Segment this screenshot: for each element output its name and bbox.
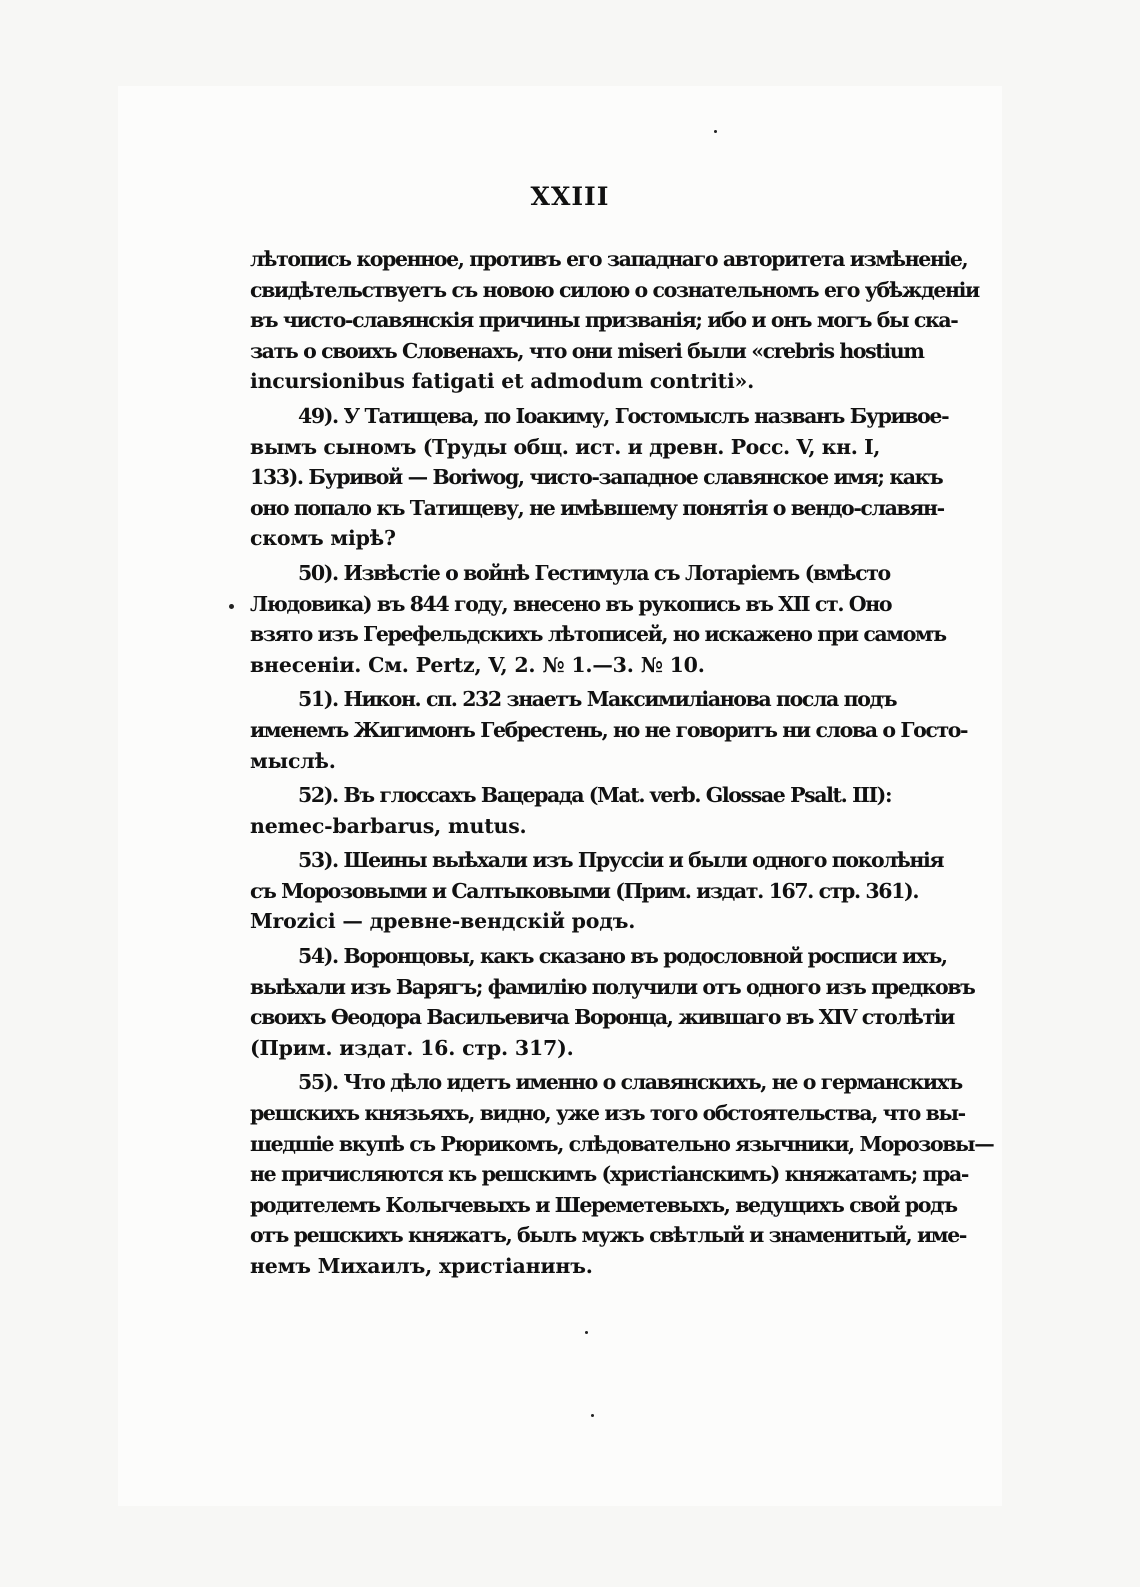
text-line: (Прим. издат. 16. стр. 317). xyxy=(250,1035,574,1060)
note-55 xyxy=(250,1067,994,1281)
text-line: свидѣтельствуетъ съ новою силою о сознательномъ его убѣжденіи xyxy=(250,277,979,302)
text-line: Mrozici — древне-вендскій родъ. xyxy=(250,909,636,934)
text-line: nemec-barbarus, mutus. xyxy=(250,813,527,838)
text-line: вымъ сыномъ (Труды общ. ист. и древн. Росс. V, кн. I, xyxy=(250,434,880,459)
text-line: 52). Въ глоссахъ Вацерада (Mat. verb. Glossae Psalt. III): xyxy=(298,783,892,808)
text-line: 133). Буривой — Boriwog, чисто-западное славянское имя; какъ xyxy=(250,465,943,490)
text-line: 49). У Татищева, по Іоакиму, Гостомыслъ названъ Буривое- xyxy=(298,403,949,428)
note-51 xyxy=(250,684,968,776)
text-line: решскихъ князьяхъ, видно, уже изъ того обстоятельства, что вы- xyxy=(250,1101,965,1126)
text-line: мыслѣ. xyxy=(250,748,336,773)
text-line: Людовика) въ 844 году, внесено въ рукопись въ XII ст. Оно xyxy=(250,591,892,616)
note-50 xyxy=(250,558,946,680)
text-line: родителемъ Колычевыхъ и Шереметевыхъ, ведущихъ свой родъ xyxy=(250,1192,957,1217)
text-line: внесеніи. См. Pertz, V, 2. № 1.—3. № 10. xyxy=(250,652,705,677)
paragraph xyxy=(250,244,979,397)
text-line: взято изъ Герефельдскихъ лѣтописей, но искажено при самомъ xyxy=(250,622,946,647)
scan-speck xyxy=(591,1414,594,1417)
text-line: отъ решскихъ княжатъ, былъ мужъ свѣтлый и знаменитый, име- xyxy=(250,1223,966,1248)
note-54 xyxy=(250,941,975,1063)
text-line: лѣтопись коренное, противъ его западнаго авторитета измѣненіе, xyxy=(250,247,968,271)
text-line: 50). Извѣстіе о войнѣ Гестимула съ Лотаріемъ (вмѣсто xyxy=(298,560,890,585)
text-line: 53). Шеины выѣхали изъ Пруссіи и были одного поколѣнія xyxy=(298,848,944,873)
scan-speck xyxy=(585,1331,588,1334)
text-line: именемъ Жигимонъ Гебрестень, но не говоритъ ни слова о Госто- xyxy=(250,717,968,742)
body-text xyxy=(250,240,994,1282)
text-line: зать о своихъ Словенахъ, что они miseri были «crebris hostium xyxy=(250,338,924,363)
text-line: въ чисто-славянскія причины призванія; ибо и онъ могъ бы ска- xyxy=(250,308,958,333)
text-line: своихъ Ѳеодора Васильевича Воронца, жившаго въ XIV столѣтіи xyxy=(250,1005,954,1030)
text-line: скомъ мірѣ? xyxy=(250,526,396,551)
note-49 xyxy=(250,401,949,554)
text-line: 51). Никон. сп. 232 знаетъ Максимиліанова посла подъ xyxy=(298,687,897,712)
text-line: не причисляются къ решскимъ (христіанскимъ) княжатамъ; пра- xyxy=(250,1162,969,1187)
scan-speck xyxy=(714,130,717,133)
text-line: 55). Что дѣло идетъ именно о славянскихъ, не о германскихъ xyxy=(298,1070,962,1095)
note-53 xyxy=(250,845,944,937)
text-line: съ Морозовыми и Салтыковыми (Прим. издат. 167. стр. 361). xyxy=(250,878,919,903)
text-line: incursionibus fatigati et admodum contriti». xyxy=(250,369,755,394)
text-line: шедшіе вкупѣ съ Рюрикомъ, слѣдовательно язычники, Морозовы— xyxy=(250,1131,994,1156)
note-52 xyxy=(250,780,892,841)
text-line: немъ Михаилъ, христіанинъ. xyxy=(250,1254,593,1278)
page-number: XXIII xyxy=(530,182,610,211)
text-line: оно попало къ Татищеву, не имѣвшему понятія о вендо-славян- xyxy=(250,495,944,520)
scan-speck xyxy=(229,604,234,609)
text-line: выѣхали изъ Варягъ; фамилію получили отъ одного изъ предковъ xyxy=(250,974,975,999)
text-line: 54). Воронцовы, какъ сказано въ родословной росписи ихъ, xyxy=(298,944,947,969)
